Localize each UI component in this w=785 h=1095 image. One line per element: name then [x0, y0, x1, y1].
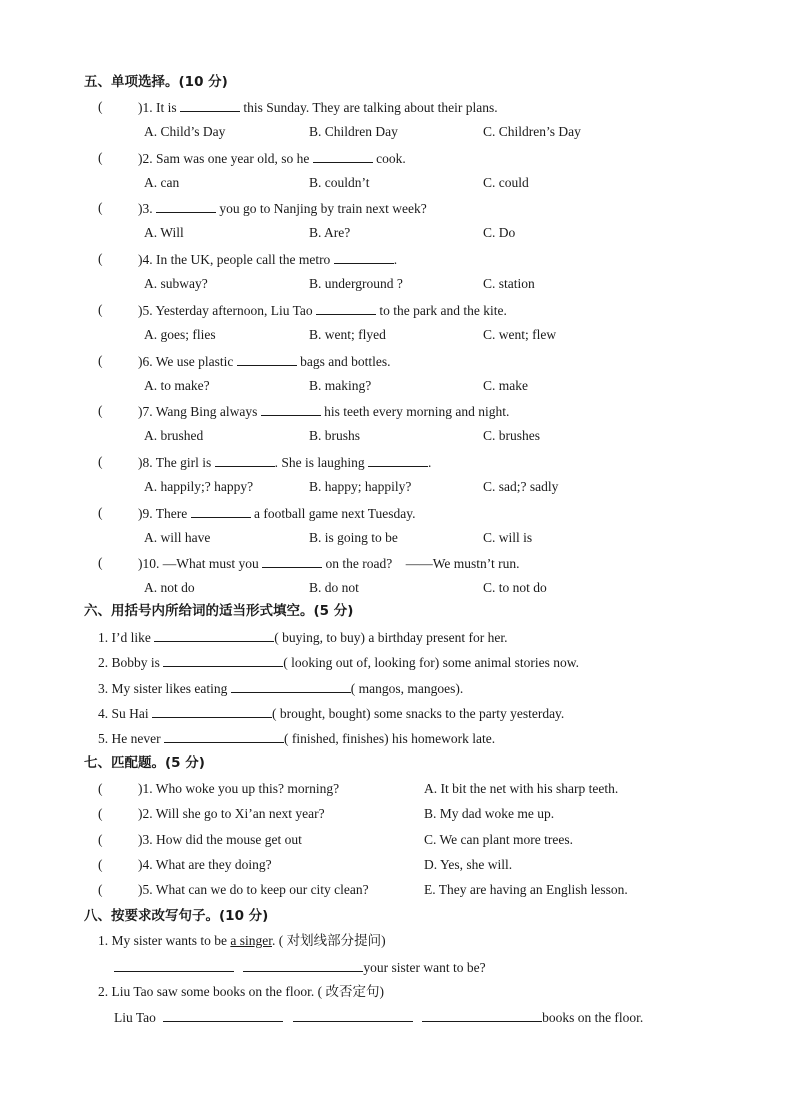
answer-paren-open: ( — [98, 781, 103, 796]
s8-answer-2: Liu Tao books on the floor. — [114, 1007, 643, 1027]
option-a[interactable]: A. not do — [144, 580, 195, 596]
question-post: ( finished, finishes) his homework late. — [283, 731, 496, 747]
s5-options-10 — [0, 578, 785, 598]
s5-options-8 — [0, 477, 785, 497]
question-stem-post: this Sunday. They are talking about their plans. — [243, 100, 498, 115]
option-c[interactable]: C. will is — [483, 529, 533, 545]
option-c[interactable]: C. went; flew — [483, 326, 557, 342]
s8-question-1: 1. My sister wants to be a singer. ( 对划线部分提问) — [98, 933, 386, 948]
option-c[interactable]: C. Children’s Day — [483, 124, 581, 139]
answer-paren-open: ( — [98, 403, 103, 419]
question-number-text: )5. Yesterday afternoon, Liu Tao — [138, 302, 313, 318]
answer-blank[interactable] — [243, 957, 363, 972]
question-stem — [138, 503, 415, 524]
answer-paren-open: ( — [98, 99, 103, 114]
s7-question-3 — [98, 830, 738, 850]
question-number-text: )1. It is — [138, 100, 177, 115]
s7-question-5 — [98, 880, 738, 900]
option-c[interactable]: C. brushes — [483, 428, 540, 444]
question-stem-post: bags and bottles. — [300, 353, 391, 369]
option-c[interactable]: C. to not do — [483, 580, 547, 596]
answer-paren-open: ( — [98, 831, 103, 847]
question-number-text: )7. Wang Bing always — [138, 404, 258, 420]
question-stem — [138, 553, 520, 574]
option-b[interactable]: B. is going to be — [309, 529, 398, 545]
answer-paren-open: ( — [98, 251, 103, 267]
question-pre: 4. Su Hai — [98, 705, 149, 721]
s5-options-7 — [0, 426, 785, 446]
answer-blank[interactable] — [334, 249, 394, 264]
option-b[interactable]: B. Children Day — [309, 124, 398, 139]
question-pre: 5. He never — [98, 731, 161, 747]
section-6-heading: 六、用括号内所给词的适当形式填空。(5 分) — [84, 603, 354, 619]
s5-question-9 — [98, 503, 738, 523]
s6-question-4 — [98, 703, 564, 723]
answer-blank[interactable] — [163, 652, 283, 667]
s6-question-2 — [98, 652, 579, 672]
s5-options-4 — [0, 274, 785, 294]
option-a[interactable]: A. can — [144, 174, 180, 190]
s5-question-5 — [98, 300, 738, 320]
s7-question-2 — [98, 804, 738, 824]
option-a[interactable]: A. to make? — [144, 377, 210, 393]
option-c[interactable]: C. sad;? sadly — [483, 478, 559, 494]
question-stem — [138, 452, 431, 473]
match-question: )5. What can we do to keep our city clean? — [138, 882, 369, 898]
answer-blank[interactable] — [316, 300, 376, 315]
option-b[interactable]: B. couldn’t — [309, 174, 370, 190]
s5-question-4 — [98, 249, 738, 269]
match-question: )4. What are they doing? — [138, 856, 272, 872]
option-c[interactable]: C. station — [483, 276, 535, 292]
question-number-text: )3. — [138, 201, 153, 217]
option-a[interactable]: A. Will — [144, 225, 184, 241]
match-answer: D. Yes, she will. — [424, 856, 513, 872]
option-b[interactable]: B. went; flyed — [309, 326, 386, 342]
answer-blank[interactable] — [156, 198, 216, 213]
s5-options-6 — [0, 376, 785, 396]
answer-blank[interactable] — [313, 148, 373, 163]
answer-blank[interactable] — [180, 97, 240, 112]
option-a[interactable]: A. will have — [144, 529, 211, 545]
question-number-text: )8. The girl is — [138, 454, 212, 470]
answer-paren-open: ( — [98, 453, 103, 469]
question-reply: ——We mustn’t run. — [405, 556, 520, 572]
option-c[interactable]: C. could — [483, 174, 529, 190]
option-b[interactable]: B. happy; happily? — [309, 478, 412, 494]
answer-blank[interactable] — [368, 452, 428, 467]
s7-question-4 — [98, 855, 738, 875]
question-stem-post: . — [428, 454, 432, 470]
s5-options-1 — [0, 122, 785, 142]
s5-options-2 — [0, 173, 785, 193]
question-stem-post: cook. — [376, 150, 406, 166]
answer-paren-open: ( — [98, 504, 103, 520]
s5-options-9 — [0, 528, 785, 548]
option-b[interactable]: B. brushs — [309, 428, 361, 444]
question-pre: 3. My sister likes eating — [98, 680, 228, 696]
answer-blank[interactable] — [261, 401, 321, 416]
question-stem-post: on the road? — [325, 556, 393, 572]
match-answer: B. My dad woke me up. — [424, 806, 555, 822]
section-7-heading: 七、匹配题。(5 分) — [84, 755, 205, 771]
s6-question-5 — [98, 728, 495, 748]
option-b[interactable]: B. making? — [309, 377, 372, 393]
answer-paren-open: ( — [98, 301, 103, 317]
question-stem — [138, 198, 427, 219]
option-c[interactable]: C. Do — [483, 225, 516, 241]
answer-paren-open: ( — [98, 555, 103, 571]
answer-paren-open: ( — [98, 856, 103, 872]
question-stem-post: . — [393, 252, 398, 268]
answer-blank[interactable] — [163, 1007, 283, 1022]
s5-question-6 — [98, 351, 738, 371]
answer-blank[interactable] — [215, 452, 275, 467]
answer-blank[interactable] — [152, 703, 272, 718]
s5-options-5 — [0, 325, 785, 345]
option-a[interactable]: A. goes; flies — [144, 326, 216, 342]
question-post: ( buying, to buy) a birthday present for her. — [274, 630, 508, 645]
answer-blank[interactable] — [231, 678, 351, 693]
match-answer: C. We can plant more trees. — [424, 831, 573, 847]
option-c[interactable]: C. make — [483, 377, 528, 393]
section-8-heading: 八、按要求改写句子。(10 分) — [84, 908, 269, 924]
match-answer: E. They are having an English lesson. — [424, 882, 628, 898]
question-number-text: )9. There — [138, 505, 188, 521]
answer-blank[interactable] — [191, 503, 251, 518]
option-b[interactable]: B. do not — [309, 580, 359, 596]
option-a[interactable]: A. subway? — [144, 276, 208, 292]
s8-underlined-phrase: a singer — [230, 933, 272, 948]
question-post: ( brought, bought) some snacks to the party yesterday. — [272, 705, 565, 721]
option-a[interactable]: A. happily;? happy? — [144, 478, 254, 494]
match-question: )2. Will she go to Xi’an next year? — [138, 806, 325, 822]
question-post: ( looking out of, looking for) some animal stories now. — [283, 655, 579, 671]
answer-blank[interactable] — [262, 553, 322, 568]
answer-blank[interactable] — [114, 957, 234, 972]
s7-question-1 — [98, 779, 738, 799]
s6-question-1 — [98, 627, 507, 647]
answer-paren-open: ( — [98, 806, 103, 822]
question-stem — [138, 351, 391, 372]
answer-blank[interactable] — [237, 351, 297, 366]
s8-question-2: 2. Liu Tao saw some books on the floor. ( 改否定句) — [98, 984, 385, 999]
s5-question-8 — [98, 452, 738, 472]
s5-question-2 — [98, 148, 738, 168]
question-stem-post: to the park and the kite. — [379, 302, 507, 318]
question-stem-post: a football game next Tuesday. — [253, 505, 416, 521]
match-answer: A. It bit the net with his sharp teeth. — [424, 781, 619, 796]
section-5-heading: 五、单项选择。(10 分) — [84, 74, 228, 90]
match-question: )3. How did the mouse get out — [138, 831, 302, 847]
question-number-text: )10. —What must you — [138, 556, 259, 572]
question-post: ( mangos, mangoes). — [350, 680, 464, 696]
question-stem — [138, 249, 397, 270]
answer-paren-open: ( — [98, 352, 103, 368]
answer-paren-open: ( — [98, 149, 103, 165]
question-stem — [138, 401, 509, 422]
answer-paren-open: ( — [98, 882, 103, 898]
question-stem-post: his teeth every morning and night. — [324, 404, 510, 420]
question-stem-post: you go to Nanjing by train next week? — [219, 201, 427, 217]
s5-question-3 — [98, 198, 738, 218]
question-pre: 2. Bobby is — [98, 655, 160, 671]
s6-question-3 — [98, 678, 463, 698]
answer-blank[interactable] — [293, 1007, 413, 1022]
option-a[interactable]: A. brushed — [144, 428, 204, 444]
question-stem — [138, 97, 498, 118]
option-b[interactable]: B. Are? — [309, 225, 351, 241]
s8-answer-1: your sister want to be? — [114, 957, 486, 977]
answer-blank[interactable] — [164, 728, 284, 743]
question-number-text: )6. We use plastic — [138, 353, 234, 369]
question-stem — [138, 300, 507, 321]
option-a[interactable]: A. Child’s Day — [144, 124, 226, 139]
s5-question-10 — [98, 553, 738, 573]
match-question: )1. Who woke you up this? morning? — [138, 781, 340, 796]
question-stem — [138, 148, 406, 169]
question-number-text: )2. Sam was one year old, so he — [138, 150, 310, 166]
question-number-text: )4. In the UK, people call the metro — [138, 252, 331, 268]
s5-question-7 — [98, 401, 738, 421]
question-pre: 1. I’d like — [98, 630, 151, 645]
answer-blank[interactable] — [154, 627, 274, 642]
s5-question-1 — [98, 97, 738, 117]
option-b[interactable]: B. underground ? — [309, 276, 403, 292]
question-stem-mid: . She is laughing — [274, 454, 365, 470]
answer-blank[interactable] — [422, 1007, 542, 1022]
answer-paren-open: ( — [98, 200, 103, 216]
s5-options-3 — [0, 223, 785, 243]
